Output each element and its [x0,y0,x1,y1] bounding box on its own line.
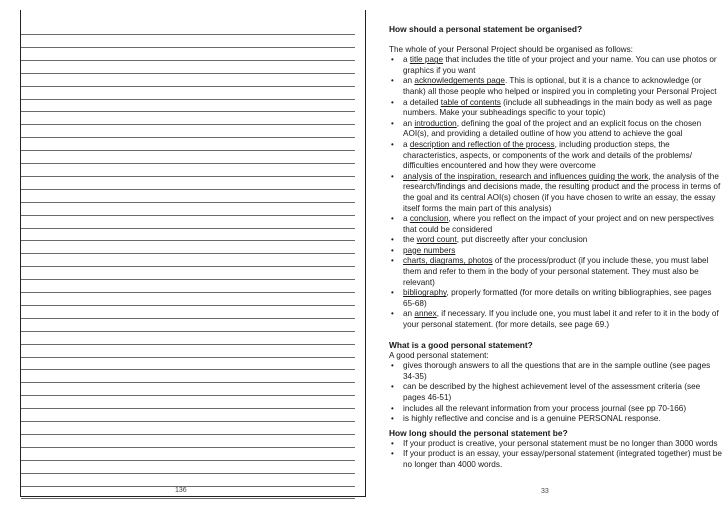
section-intro: The whole of your Personal Project should be organised as follows: [389,44,633,54]
list-item: • If your product is creative, your personal statement must be no longer than 3000 words [389,439,724,450]
ruled-line [21,137,355,138]
list-item: • the word count, put discreetly after your conclusion [389,235,724,246]
ruled-line [21,395,355,396]
list-item [389,246,724,257]
bullet-list [389,361,724,425]
list-item: • a detailed table of contents (include all subheadings in the main body as well as page numbers. Make your subheadings specific to your topic) [389,98,724,119]
list-item: • bibliography, properly formatted (for more details on writing bibliographies, see pages 65-68) [389,288,724,309]
ruled-line [21,460,355,461]
underlined-term: word count [416,235,457,245]
bullet-list [389,55,724,330]
ruled-line [21,240,355,241]
list-item: • an annex, if necessary. If you include one, you must label it and refer to it in the body of your personal statement. (for more details, see page 69.) [389,309,724,330]
section-intro: A good personal statement: [389,350,489,360]
ruled-line [21,176,355,177]
section [389,428,724,470]
ruled-line [21,150,355,151]
page-frame [20,10,366,497]
ruled-line [21,357,355,358]
underlined-term: analysis of the inspiration, research and influences guiding the work [403,171,649,181]
ruled-line [21,60,355,61]
ruled-line [21,189,355,190]
ruled-line [21,202,355,203]
section-heading: What is a good personal statement? [389,340,533,350]
list-item: • charts, diagrams, photos of the process/product (if you include these, you must label them and refer to them in the body of your personal statement. They must also be relevant) [389,256,724,288]
ruled-line [21,99,355,100]
underlined-term: table of contents [440,97,501,107]
underlined-term: description and reflection of the process [409,139,555,149]
underlined-term: title page [409,55,444,65]
section-heading: How long should the personal statement be? [389,428,568,438]
underlined-term: bibliography [403,288,447,298]
right-page [389,0,724,515]
ruled-line [21,473,355,474]
ruled-line [21,382,355,383]
list-item: • is highly reflective and concise and is a genuine PERSONAL response. [389,414,724,425]
page-number-right: 33 [541,488,549,495]
ruled-line [21,305,355,306]
section [389,24,724,331]
ruled-line [21,408,355,409]
list-item: • can be described by the highest achievement level of the assessment criteria (see pages 46-51) [389,382,724,403]
list-item: • an introduction, defining the goal of the project and an explicit focus on the chosen AOI(s), and providing a detailed outline of how you attend to achieve the goal [389,119,724,140]
ruled-line [21,163,355,164]
ruled-line [21,434,355,435]
section [389,340,724,425]
ruled-line [21,279,355,280]
left-page [0,0,362,515]
bullet-list [389,439,724,471]
ruled-line [21,486,355,487]
ruled-line [21,318,355,319]
ruled-line [21,292,355,293]
ruled-line [21,498,355,499]
ruled-line [21,124,355,125]
list-item: • analysis of the inspiration, research and influences guiding the work, the analysis of the research/findings and decisions made, the resulting product and the process in terms of the goal and its central AOI(s) chosen (if you have chosen to write an essay, the essay itself forms the main part of this analysis) [389,172,724,214]
ruled-line [21,331,355,332]
ruled-line [21,344,355,345]
ruled-line [21,73,355,74]
underlined-term: charts, diagrams, photos [403,256,493,266]
ruled-line [21,266,355,267]
list-item: • a title page that includes the title of your project and your name. You can use photos or graphics if you want [389,55,724,76]
ruled-line [21,34,355,35]
ruled-line [21,421,355,422]
section-heading: How should a personal statement be organised? [389,24,583,34]
ruled-line [21,86,355,87]
ruled-line [21,228,355,229]
page-number-left: 136 [175,487,187,494]
underlined-term: introduction [414,118,457,128]
list-item: • an acknowledgements page. This is optional, but it is a chance to acknowledge (or thank) all those people who helped or inspired you in completing your Personal Project [389,76,724,97]
underlined-term: annex [414,309,437,319]
ruled-line [21,111,355,112]
ruled-line [21,369,355,370]
ruled-line [21,447,355,448]
list-item: • If your product is an essay, your essay/personal statement (integrated together) must be no longer than 4000 words. [389,449,724,470]
ruled-line [21,215,355,216]
underlined-term: page numbers [403,245,456,255]
list-item: • a description and reflection of the process, including production steps, the characteristics, aspects, or components of the work and details of the problems/ difficulties encountered and how they were overcome [389,140,724,172]
ruled-line [21,47,355,48]
ruled-line [21,253,355,254]
underlined-term: conclusion [409,214,449,224]
list-item: • a conclusion, where you reflect on the impact of your project and on new perspectives that could be considered [389,214,724,235]
list-item: • gives thorough answers to all the questions that are in the sample outline (see pages 34-35) [389,361,724,382]
list-item: • includes all the relevant information from your process journal (see pp 70-166) [389,404,724,415]
underlined-term: acknowledgements page [414,76,505,86]
